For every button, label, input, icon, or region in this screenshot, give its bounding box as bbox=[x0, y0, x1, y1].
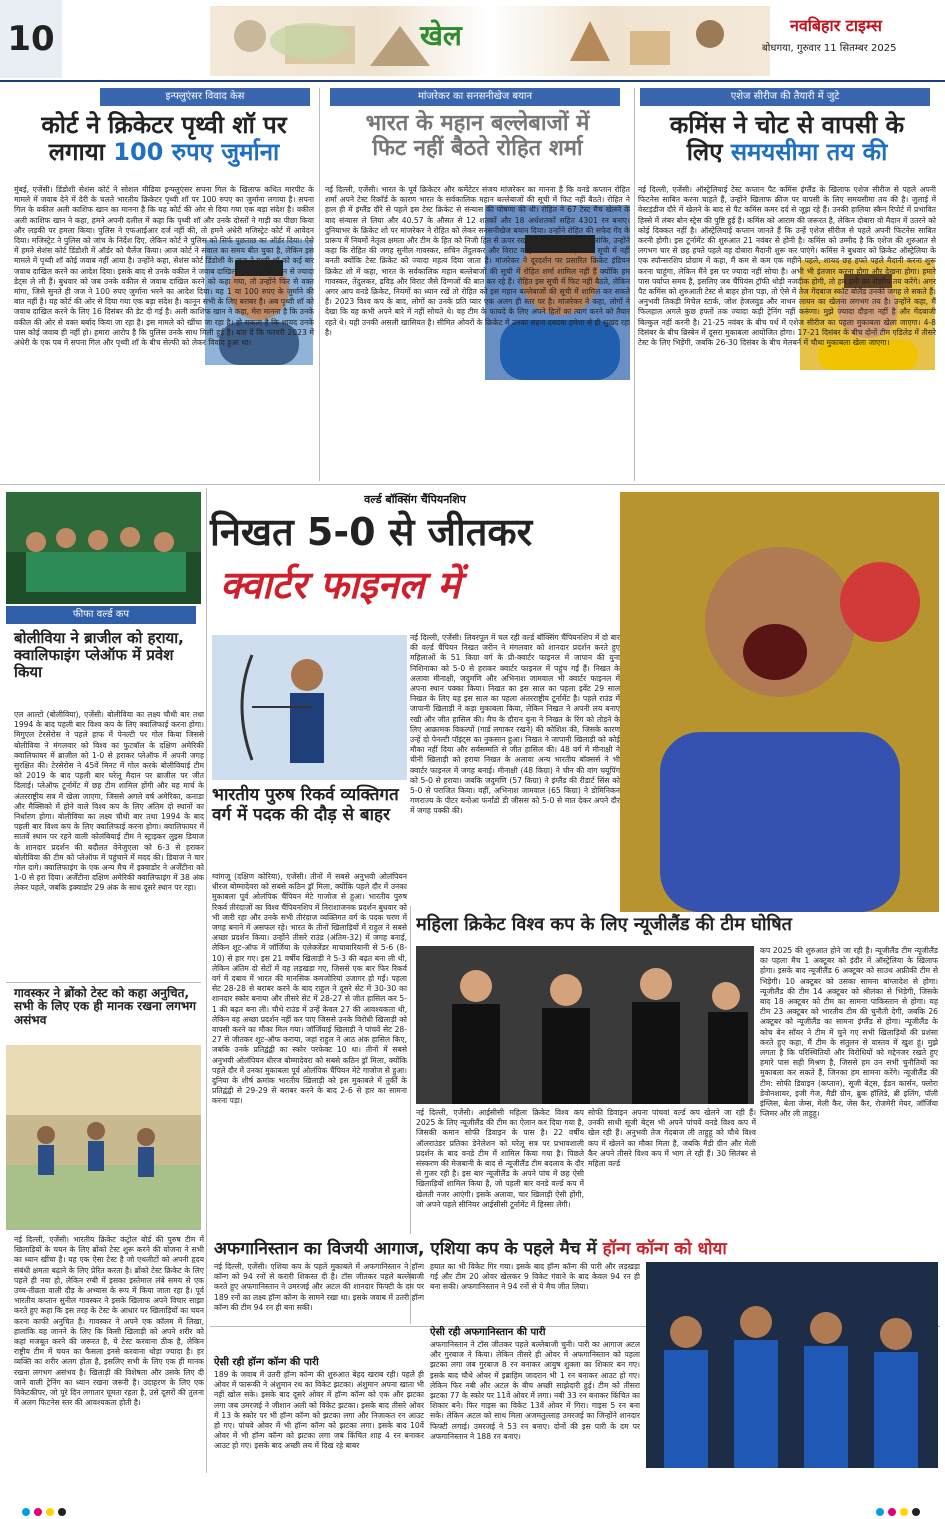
afghanistan-headline-lead: अफगानिस्तान का विजयी आगाज, एशिया कप के पहले मैच में bbox=[214, 1239, 597, 1259]
fifa-body: एल आल्टो (बोलीविया), एजेंसी। बोलीविया का लक्ष्य चौथी बार तथा 1994 के बाद पहली बार विश्व कप के लिए क्वालिफाई करना होगा। मिगुएल टेरसेरोस ने पहले हाफ में पेनल्टी पर गोल किया जिससे बोलीविया ने मंगलवार को विश्व का फुटबॉल के दक्षिण अमेरिकी क्वालिफायर में ब्राजील को 1-0 से हराकर प्लेऑफ में अपनी जगह सुरक्षित की। टेरसेरोस ने 45वें मिनट में गोल करके बोलीवियाई टीम को 2019 के बाद पहली बार घरेलू मैदान पर ब्राजील पर जीत दिलाई। प्लेऑफ टूर्नामेंट में छह टीम शामिल होंगी और यह मार्च के अंतरराष्ट्रीय सत्र में खेला जाएगा, जिससे अगले वर्ष अमेरिका, कनाडा और मैक्सिको में होने वाले विश्व कप के लिए अंतिम दो स्थानों का निर्धारण होगा। बोलीविया का लक्ष्य चौथी बार तथा 1994 के बाद पहली बार विश्व कप के लिए क्वालिफाई करना होगा। क्वालिफायर में सातवें स्थान पर रहने वाली कोलंबियाई टीम ने स्ट्राइकर लुइस डियाज के शानदार प्रदर्शन की बदौलत वेनेजुएला को 6-3 से हराकर बोलीविया की टीम को प्लेऑफ में पहुंचाने में मदद की। डियाज ने चार गोल दागे। क्वालिफाइंग के एक अन्य मैच में इक्वाडोर ने अर्जेंटीना को 1-0 से हरा दिया। अर्जेंटीना दक्षिण अमेरिकी क्वालिफाइंग में 38 अंक लेकर पहले, जबकि इक्वाडोर 29 अंक के साथ दूसरे स्थान पर रहा। bbox=[14, 710, 204, 893]
rail-divider bbox=[206, 488, 207, 1473]
afghanistan-headline bbox=[214, 1234, 940, 1259]
archery-photo bbox=[212, 635, 407, 780]
column-divider bbox=[634, 88, 635, 481]
team-celebration-icon bbox=[6, 492, 201, 604]
story2-body: नई दिल्ली, एजेंसी। भारत के पूर्व क्रिकेटर और कमेंटेटर संजय मांजरेकर का मानना है कि वनडे कप्तान रोहित शर्मा अपने टेस्ट रिकॉर्ड के कारण भारत के सर्वकालिक महान बल्लेबाजों की सूची में फिट नहीं बैठते। रोहित ने हाल ही में इंग्लैंड दौरे से पहले इस टेस्ट क्रिकेट से संन्यास की घोषणा की थी। रोहित ने 67 टेस्ट मैच खेलने के बाद संन्यास ले लिया और 40.57 के औसत से 12 शतकों और 18 अर्धशतकों सहित 4301 रन बनाए। दुनियाभर के क्रिकेट शो पर मांजरेकर ने रोहित को लेकर सनसनीखेज बयान दिया। उन्होंने रोहित की सफेद गेंद के प्रारूप में नियमों नेतृत्व क्षमता और टीम के हित को निजी हित से ऊपर रखने के लिए प्रशंसा की। हालांकि, उन्होंने कहा कि रोहित की जगह सुनील गावस्कर, सचिन तेंदुलकर और विराट कोहली जैसे खिलाड़ियों की सूची में नहीं बनती क्योंकि टेस्ट क्रिकेट को ज्यादा महत्व दिया जाता है। मांजरेकर ने दूरदर्शन पर प्रसारित क्रिकेट इंडियन क्रिकेट शो में कहा, भारत के सर्वकालिक महान बल्लेबाजों की सूची में रोहित शर्मा शामिल नहीं हैं क्योंकि हम गावस्कर, तेंदुलकर, द्रविड़ और विराट जैसे दिग्गजों की बात कर रहे हैं। रोहित इस सूची में फिट नहीं बैठते, लेकिन अगर आप वनडे क्रिकेट, नियमों का ध्यान रखें तो रोहित को इस महान बल्लेबाजों की सूची में शामिल कर सकते हैं। 2023 विश्व कप के बाद, लोगों का उनके प्रति प्यार एक अलग ही स्तर पर है। मांजरेकर ने कहा, लोगों ने देखा कि वह कभी अपने बारे में नहीं सोचते थे। वह टीम के फायदे के लिए अपने हितों का त्याग करने को तैयार रहते थे। यही उनकी असली खासियत है। सीमित ओवरों के क्रिकेट में उनका सहज दबदबा हमेशा से ही सुखद रहा है। bbox=[325, 185, 630, 337]
story1-headline-highlight: 100 रुपए जुर्माना bbox=[113, 137, 280, 166]
womens-cricket-body-mid: सोफी डिवाइन अपना पांचवां वर्ल्ड कप खेलने जा रही हैं। उनकी साथी सूजी बेट्स भी अपने पांचवें वनडे विश्व कप में खेल रही हैं। अनुभवी तेज गेंदबाज ली ताहुहू को चौथे विश्व कप में खेलने का मौका मिला है, जबकि मैडी ग्रीन और मेली कैर अपने तीसरे विश्व कप में भाग ले रही हैं। 30 सितंबर से महिला वर्ल्ड bbox=[588, 1108, 756, 1169]
afghanistan-body-left: नई दिल्ली, एजेंसी। एशिया कप के पहले मुकाबले में अफगानिस्तान ने हॉन्ग कॉन्ग को 94 रनों से करारी शिकस्त दी है। टॉस जीतकर पहले बल्लेबाजी करते हुए अफगानिस्तान ने उमरजई और अटल की शानदार फिफ्टी के दम पर 189 रनों का लक्ष्य हॉन्ग कॉन्ग के सामने रखा था। इसके जवाब में उतरी हॉन्ग कॉन्ग की टीम 94 रन ही बना सकी। bbox=[214, 1262, 424, 1312]
masthead-illustration bbox=[210, 6, 770, 76]
afghanistan-team-photo bbox=[646, 1262, 938, 1468]
fifa-headline: बोलीविया ने ब्राजील को हराया, क्वालिफाइंग प्लेऑफ में प्रवेश किया bbox=[14, 629, 184, 681]
story3-headline-line1: कमिंस ने चोट से वापसी के bbox=[669, 111, 905, 139]
story2-headline-line1: भारत के महान बल्लेबाजों में bbox=[365, 111, 590, 136]
bronco-test-photo bbox=[6, 1045, 201, 1230]
boxing-kicker: वर्ल्ड बॉक्सिंग चैंपियनशिप bbox=[364, 493, 466, 506]
story1-headline-line2 bbox=[14, 139, 314, 166]
story3-body: नई दिल्ली, एजेंसी। ऑस्ट्रेलियाई टेस्ट कप्तान पैट कमिंस इंग्लैंड के खिलाफ एशेज सीरीज से पहले अपनी फिटनेस साबित करना चाहते हैं, उन्होंने खिलाफ क्रीज पर वापसी के लिए समयसीमा तय की है। जुलाई में वेस्टइंडीज दौरे में खेलने के बाद से पैट कमिंस कमर दर्द से जूझ रहे हैं। उनकी हालिया स्कैन रिपोर्ट में प्रभावित हिस्से में लंबर बोन स्ट्रेस की पुष्टि हुई है। कमिंस को आराम की जरूरत है, लेकिन दोबारा वो मैदान में उतरने को कोई दिक्कत नहीं है। ऑस्ट्रेलियाई कप्तान जानते हैं कि उन्हें एशेज सीरीज से पहले अपनी फिटनेस साबित करनी होगी। इस टूर्नामेंट की शुरुआत 21 नवंबर से होनी है। कमिंस को उम्मीद है कि एशेज की शुरुआत से लगभग चार से छह हफ्ते पहले वह दोबारा मैदानी शुरू कर पाएंगे। कमिंस ने बुधवार को क्रिकेट ऑस्ट्रेलिया के एक स्पॉन्सरशिप प्रोग्राम में कहा, मैं कम से कम एक महीने पहले, शायद छह हफ्ते पहले मैदानी करना शुरू करना चाहूंगा, लेकिन मैंने इस पर ज्यादा नहीं सोचा है। अभी भी इंतजार करना होगा और देखना होगा। हमारे पास पर्याप्त समय है, इसलिए जब चैंपियंस ट्रॉफी थोड़ी नजदीक होगी, तो हम इसी का रोडमैप तय करेंगे। अगर पैट कमिंस को शुरुआती टेस्ट से बाहर होना पड़ा, तो ऐसे में तेज गेंदबाज स्कॉट बोलैंड उनकी जगह ले सकते हैं। अनुभवी तिकड़ी मिचेल स्टार्क, जोश हेजलवुड और नाथन लायन का खेलना लगभग तय है। उन्होंने कहा, मैं फिलहाल अगले कुछ हफ्तों तक ज्यादा कड़ी ट्रेनिंग नहीं करूंगा। मुझे ज्यादा दौड़ना नहीं है और गेंदबाजी बिल्कुल नहीं करनी है। 21-25 नवंबर के बीच पर्थ में एशेज सीरीज का पहला मुकाबला खेला जाएगा। 4-8 दिसंबर के बीच ब्रिस्बेन में दूसरा मुकाबला आयोजित होगा। 17-21 दिसंबर के बीच दोनों टीम एडिलेड में तीसरे टेस्ट के लिए भिड़ेंगी, जबकि 26-30 दिसंबर के बीच मेलबर्न में चौथा मुकाबला खेला जाएगा। bbox=[638, 185, 936, 348]
story1-headline-lead: लगाया bbox=[48, 137, 105, 166]
story2-headline bbox=[325, 112, 630, 161]
story3-kicker: एशेज सीरीज की तैयारी में जुटे bbox=[640, 88, 930, 106]
newspaper-brand: नवबिहार टाइम्स bbox=[790, 16, 882, 35]
story1-kicker: इन्फ्लुएंसर विवाद केस bbox=[100, 88, 310, 106]
gavaskar-body: नई दिल्ली, एजेंसी। भारतीय क्रिकेट कंट्रोल बोर्ड की पुरुष टीम में खिलाड़ियों के चयन के लिए ब्रोंको टेस्ट शुरू करने की योजना ने सभी का ध्यान खींचा है। यह एक ऐसा टेस्ट है जो एथलीटों को अपनी हृदय संबंधी क्षमता बढ़ाने के लिए प्रेरित करता है। ब्रोंको टेस्ट क्रिकेट के लिए पहले ही नया हो, लेकिन रग्बी में इसका इस्तेमाल लंबे समय से एक उच्च-तीव्रता वाली दौड़ के अभ्यास के रूप में किया जाता रहा है। पूर्व भारतीय कप्तान सुनील गावस्कर ने इसके खिलाफ अपने विचार साझा करते हुए कहा कि इस तरह के टेस्ट के आधार पर खिलाड़ियों का चयन करना काफी अनुचित है। गावस्कर ने अपने एक कॉलम में लिखा, हालांकि यह जानने के लिए कि किसी खिलाड़ी को अपने शरीर को कहां मजबूत करने की जरूरत है, ये टेस्ट करवाना ठीक है, लेकिन राष्ट्रीय टीम में चयन का फैसला इनसे करवाना थोड़ा ज्यादा है। हर व्यक्ति का शरीर अलग होता है, इसलिए सभी के लिए एक ही मानक रखना लगभग असंभव है। खिलाड़ी की विशेषता और उसके लिए दी जाने वाली ट्रेनिंग का ध्यान रखना जरूरी है। उदाहरण के लिए एक विकेटकीपर, जो पूरे दिन लगातार घूमता रहता है, उसे दूसरों की तुलना में अलग फिटनेस स्तर की आवश्यकता होती है। bbox=[14, 1235, 204, 1408]
section-rule bbox=[0, 484, 945, 485]
story2-kicker: मांजरेकर का सनसनीखेज बयान bbox=[330, 88, 620, 106]
story2-headline-line2: फिट नहीं बैठते रोहित शर्मा bbox=[372, 135, 583, 161]
nikhat-zareen-photo bbox=[620, 492, 939, 912]
boxing-headline-line1: निखत 5-0 से जीतकर bbox=[210, 510, 533, 554]
womens-cricket-headline: महिला क्रिकेट विश्व कप के लिए न्यूजीलैंड की टीम घोषित bbox=[416, 914, 792, 935]
afghanistan-subhead-afghanistan: ऐसी रही अफगानिस्तान की पारी bbox=[430, 1327, 546, 1338]
page-number: 10 bbox=[0, 0, 62, 78]
story3-headline-line2 bbox=[638, 139, 936, 166]
registration-marks bbox=[20, 1502, 920, 1512]
color-dots-icon bbox=[20, 1507, 920, 1517]
players-in-blue-kit-icon bbox=[646, 1262, 938, 1468]
archery-headline: भारतीय पुरुष रिकर्व व्यक्तिगत वर्ग में पदक की दौड़ से बाहर bbox=[212, 785, 399, 826]
dateline: बोधगया, गुरुवार 11 सितम्बर 2025 bbox=[762, 43, 897, 54]
story3-headline bbox=[638, 112, 936, 166]
womens-cricket-body-left: नई दिल्ली, एजेंसी। आईसीसी महिला क्रिकेट विश्व कप 2025 के लिए न्यूजीलैंड की टीम का ऐलान कर दिया गया है, जिसकी कमान सोफी डिवाइन के पास है। 22 वर्षीय ऑलराउंडर प्रतिका डेनेलेशन को घरेलू सत्र पर प्रभावशाली प्रदर्शन के बाद वनडे टीम में शामिल किया गया है। पिछले संस्करण की मेजबानी के बाद से न्यूजीलैंड टीम बदलाव के दौर से गुजर रही है। इस बार न्यूजीलैंड के अपने पांच में छह ऐसी खिलाड़ियों शामिल किया है, जो पहली बार वनडे वर्ल्ड कप में खेलती नजर आएंगी। इसके अलावा, चार खिलाड़ी ऐसी होंगी, जो अपने पहले सीनियर आईसीसी टूर्नामेंट में हिस्सा लेंगी। bbox=[416, 1108, 584, 1209]
story1-headline bbox=[14, 112, 314, 166]
column-divider bbox=[319, 88, 320, 481]
boxing-headline-line2: क्वार्टर फाइनल में bbox=[220, 563, 461, 607]
story3-headline-lead: लिए bbox=[686, 137, 723, 166]
section-title: खेल bbox=[420, 19, 462, 52]
afghanistan-body-mid2: अफगानिस्तान ने टॉस जीतकर पहले बल्लेबाजी चुनी। पारी का आगाज अटल और गुरबाज ने किया। लेकिन तीसरे ही ओवर में अफगानिस्तान को पहला झटका लगा जब गुरबाज 8 रन बनाकर आयुष शुक्ला का शिकार बन गए। इसके बाद चौथे ओवर में इब्राहिम जादरान भी 1 रन बनाकर आउट हो गए। लेकिन फिर नबी और अटल के बीच अच्छी साझेदारी हुई। टीम को तीसरा झटका 77 के स्कोर पर 11वें ओवर में लगा। नबी 33 रन बनाकर किंचित का शिकार बने। फिर गाइस का विकेट 13वें ओवर में गिरा। गाइस 5 रन बना सके। लेकिन अटल को साथ मिला अजमतुल्लाह उमरजई का जिन्होंने शानदार फिफ्टी लगाई। उमरजई ने 53 रन बनाए। दोनों की इस पारी के दम पर अफगानिस्तान ने 188 रन बनाए। bbox=[430, 1340, 640, 1441]
boxer-celebrating-icon bbox=[620, 492, 939, 912]
archer-icon bbox=[212, 635, 407, 780]
archery-body: ग्वांगजू (दक्षिण कोरिया), एजेंसी। तीनों में सबसे अनुभवी ओलंपियन धीरज बोम्मादेवरा को सबसे कठिन ड्रॉ मिला, क्योंकि पहले दौर में उनका मुकाबला पूर्व ओलंपिक चैंपियन मेटे गाजोज से हुआ। भारतीय पुरुष रिकर्व तीरंदाजों का विश्व चैंपियनशिप में निराशाजनक प्रदर्शन बुधवार को भी जारी रहा और उनके सभी तीरंदाज व्यक्तिगत वर्ग के पदक चरण में जगह बनाने में असफल रहे। भारत के तीनों खिलाड़ियों में राहुल ने सबसे अच्छा प्रदर्शन किया। उन्होंने तीसरे राउंड (अंतिम-32) में जगह बनाई, लेकिन शूट-ऑफ में जॉर्जिया के एलेक्जेंडर माचावारियानी से 5-6 (8-10) से हार गए। इस 21 वर्षीय खिलाड़ी ने 5-3 की बढ़त बना ली थी, लेकिन अंतिम दो सेटों में वह लड़खड़ा गए, जिससे एक बार फिर रिकर्व वर्ग में दबाव में भारत की मानसिक कमजोरियां उजागर हो गईं। पहला सेट 28-28 से बराबर करने के बाद राहुल ने दूसरे सेट में 30-30 का शानदार स्कोर बनाया और तीसरे सेट में 28-27 से जीत हासिल कर 5-1 की बढ़त बना ली। चौथे राउंड में उन्हें केवल 27 की आवश्यकता थी, लेकिन वह अच्छा प्रदर्शन नहीं कर पाए जिससे उनके विरोधी खिलाड़ी को वापसी करने का मौका मिल गया। जॉर्जियाई खिलाड़ी ने पांचवें सेट 28-27 से जीतकर शूट-ऑफ कराया, जहां राहुल ने आठ अंक हासिल किए, जबकि उनके प्रतिद्वंद्वी का स्कोर परफेक्ट 10 था। तीनों में सबसे अनुभवी ओलंपियन धीरज बोम्मादेवरा को सबसे कठिन ड्रॉ मिला, क्योंकि पहले दौर में उनका मुकाबला पूर्व ओलंपिक चैंपियन मेटे गाजोज से हुआ। दुनिया के शीर्ष क्रमांक भारतीय खिलाड़ी को इस मुकाबले में तुर्की के प्रतिद्वंद्वी से 29-29 से बराबर करने के बाद 2-6 से हार का सामना करना पड़ा। bbox=[212, 872, 407, 1106]
afghanistan-subhead-hongkong: ऐसी रही हॉन्ग कॉन्ग की पारी bbox=[214, 1357, 319, 1368]
bolivia-team-photo bbox=[6, 492, 201, 604]
cricket-training-icon bbox=[6, 1045, 201, 1230]
afghanistan-headline-highlight: हॉन्ग कॉन्ग को धोया bbox=[602, 1239, 727, 1259]
story3-headline-highlight: समयसीमा तय की bbox=[730, 137, 888, 166]
boxing-body: नई दिल्ली, एजेंसी। लिवरपूल में चल रही वर्ल्ड बॉक्सिंग चैंपियनशिप में दो बार की वर्ल्ड चैंपियन निखत जरीन ने मंगलवार को शानदार प्रदर्शन करते हुए महिलाओं के 51 किग्रा वर्ग के प्री-क्वार्टर फाइनल में जापान की युना निशिनाका को 5-0 से हराकर क्वार्टर फाइनल में पहुंच गईं हैं। निखत के अलावा मीनाक्षी, जदुमणि और अभिनाश जामवाल भी क्वार्टर फाइनल में अपना स्थान पक्का किया। निखत का इस साल का पहला इवेंट 29 साल निखत के लिए यह इस साल का पहला अंतरराष्ट्रीय टूर्नामेंट है। पहले राउंड में जापानी खिलाड़ी ने कड़ा मुकाबला किया, लेकिन निखत ने अपनी लय बनाए रखी और जीत हासिल की। मैच के दौरान युना ने निखत के रिंग को तोड़ने के लिए आक्रामक विकल्पों (गार्ड लगाकर रखने) की कोशिश की, जिसके कारण उन्हें दो पेनल्टी पॉइंट्स का नुकसान हुआ। निखत ने जापानी खिलाड़ी को कोई मौका नहीं दिया और सर्वसम्मति से जीत हासिल की। 48 वर्ग में मीनाक्षी ने चीनी खिलाड़ी को हराया निखत के अलावा अन्य भारतीय बॉक्सर्स ने भी क्वार्टर फाइनल में जगह बनाई। मीनाक्षी (48 किग्रा) ने चीन की वांग चयूपिंग को 5-0 से हराया। जबकि जदुमणि (57 किग्रा) ने इंग्लैंड की रीडार्ट सिंस को 5-0 से पराजित किया। वहीं, अभिनाश जामवाल (65 किग्रा) ने डोमिनिकन गणराज्य के पीटर यनोआ फर्नांडो डी जीसस को 5-0 से मात देकर अपने दौर में जगह पक्की की। bbox=[410, 633, 620, 816]
womens-cricket-squad: न्यूजीलैंड की टीम: सोफी डिवाइन (कप्तान), सूजी बेट्स, ईडन कार्सन, फ्लोरा डेवोनशायर, इजी गेज, मैडी ग्रीन, ब्रुक हॉलिडे, ब्री इलिंग, पॉली इंग्लिस, बेला जेम्स, मेली कैर, जेस कैर, रोजमेरी मेयर, जॉर्जिया प्लिमर और ली ताहुहू। bbox=[760, 1068, 938, 1119]
womens-cricket-body-right-text: कप 2025 की शुरुआत होने जा रही है। न्यूजीलैंड टीम न्यूजीलैंड का पहला मैच 1 अक्टूबर को इंदौर में ऑस्ट्रेलिया के खिलाफ होगा। इसके बाद न्यूजीलैंड 6 अक्टूबर को साउथ अफ्रीकी टीम से भिड़ेगी। 10 अक्टूबर को उसका सामना बांग्लादेश से होगा। न्यूजीलैंड की टीम 14 अक्टूबर को श्रीलंका से भिड़ेगी, जिसके बाद 18 अक्टूबर को टीम का सामना पाकिस्तान से होगा। यह टीम 23 अक्टूबर को भारतीय टीम की चुनौती देगी, जबकि 26 अक्टूबर को न्यूजीलैंड का सामना इंग्लैंड से होगा। न्यूजीलैंड के कोच बेन सॉयर ने टीम में चुने गए सभी खिलाड़ियों की प्रशंसा करते हुए कहा, मैं टीम के संतुलन से वास्तव में खुश हूं। मुझे लगता है कि परिस्थितियों और विरोधियों को मद्देनजर रखते हुए हमारे पास सही मिश्रण है, जिससे हम उन सभी चुनौतियों का मुकाबला कर सकते हैं, जिनका हम सामना करेंगे। bbox=[760, 946, 938, 1078]
players-celebrating-icon bbox=[416, 946, 754, 1104]
masthead-rule bbox=[0, 80, 945, 82]
gavaskar-headline: गावस्कर ने ब्रोंको टेस्ट को कहा अनुचित, सभी के लिए एक ही मानक रखना लगभग असंभव bbox=[14, 986, 197, 1027]
story1-body: मुंबई, एजेंसी। डिंडोशी सेशंस कोर्ट ने सोशल मीडिया इन्फ्लुएंसर सपना गिल के खिलाफ कथित मारपीट के मामले में जवाब देने में देरी के चलते भारतीय क्रिकेटर पृथ्वी शॉ पर 100 रुपए का जुर्माना लगाया है। सपना गिल के वकील अली काशिफ खान का मानना है कि यह कोर्ट की ओर से दिया गया एक बड़ा संदेश है। वकील अली काशिफ खान ने कहा, हमने अपनी दलील में कहा कि पृथ्वी शॉ और उनके दोस्तों ने गाड़ी का पीछा किया और लड़की पर हमला किया। पुलिस ने एफआईआर दर्ज नहीं की, तो हमने अंधेरी मजिस्ट्रेट कोर्ट में आवेदन दिया। मजिस्ट्रेट ने पुलिस को जांच के निर्देश दिए, लेकिन कोर्ट ने पुलिस को सिर्फ पूछताछ का ऑर्डर दिया। ऐसे में हमने सेशंस कोर्ट डिंडोशी में ऑर्डर को चैलेंज किया। आज कोर्ट ने सवाल का समय बीत चुका है, लेकिन इस मामले में पृथ्वी शॉ कोई जवाब नहीं आया है। उन्होंने कहा, सेशंस कोर्ट डिंडोशी के जज ने पृथ्वी शॉ को कई बार जवाब दाखिल करने का आदेश दिया। इसके बाद से उनके वकील ने जवाब दाखिल करने के लिए तीन से ज्यादा डेट्स ले ली हैं। बुधवार को जब उनके वकील से जवाब दाखिल करने को कहा गया, तो उन्होंने फिर से वक्त मांगा, जिसे सुनते ही जज ने 100 रुपए जुर्माना भरने का आदेश दिया। यह 1 या 100 रुपए के जुर्माने की बात नहीं है। यह कोर्ट की ओर से दिया गया एक बड़ा संदेश है। कानून सभी के लिए बराबर है। अब पृथ्वी शॉ को जवाब दाखिल करने के लिए 16 दिसंबर की डेट दी गई है। अली काशिफ खान ने कहा, मेरा मानना है कि उनके वकील की ओर से वक्त बर्बाद किया जा रहा है। इस मामले को खींचा जा रहा है। हो सकता है कि शायद उनके पास कोई जवाब ही नहीं हो। हमारा आरोप है कि पुलिस उनके साथ मिली हुई है। बता दें कि फरवरी 2023 में अंधेरी के एक पब में सपना गिल और पृथ्वी शॉ के बीच सेल्फी को लेकर विवाद हुआ था। bbox=[14, 185, 314, 348]
new-zealand-team-photo bbox=[416, 946, 754, 1104]
afghanistan-body-left2: 189 के जवाब में उतरी हॉन्ग कॉन्ग की शुरुआत बेहद खराब रही। पहले ही ओवर में फारूकी ने अंशुमान रथ का विकेट झटका। अंशुमान अपना खाता भी नहीं खोल सके। इसके बाद दूसरे ओवर में हॉन्ग कॉन्ग को एक और झटका लगा जब उमरजई ने जीशान अली को विकेट झटका। इसके बाद तीसरे ओवर में 13 के स्कोर पर भी हॉन्ग कॉन्ग को झटका लगा और निजाकत रन आउट हो गए। पांचवे ओवर में भी हॉन्ग कॉन्ग को झटका लगा। इसके बाद 10वें ओवर में भी हॉन्ग कॉन्ग को झटका लगा जब किंचित शाह 4 रन बनाकर आउट हो गए। इसके बाद अच्छी लय में दिख रहे बाबर bbox=[214, 1370, 424, 1451]
afghanistan-body-mid: हयात का भी विकेट गिर गया। इसके बाद हॉन्ग कॉन्ग की पारी और लड़खड़ा गई और टीम 20 ओवर खेलकर 9 विकेट गंवाने के बाद केवल 94 रन ही बना सकी। अफगानिस्तान ने 94 रनों से ये मैच जीत लिया। bbox=[430, 1262, 640, 1292]
masthead-collage-image bbox=[210, 6, 770, 76]
story1-headline-line1: कोर्ट ने क्रिकेटर पृथ्वी शॉ पर bbox=[41, 111, 287, 139]
fifa-kicker: फीफा वर्ल्ड कप bbox=[6, 606, 196, 624]
rail-rule bbox=[6, 982, 201, 983]
